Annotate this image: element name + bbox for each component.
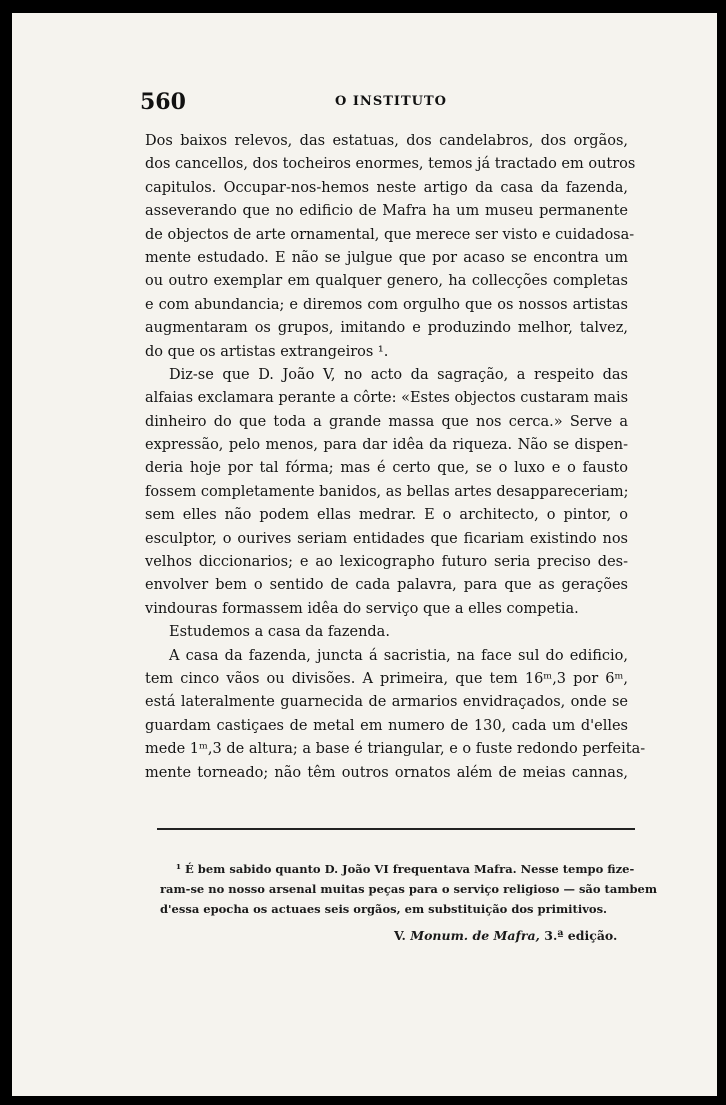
footnote-citation bbox=[394, 928, 617, 943]
text-line: A casa da fazenda, juncta á sacristia, na face sul do edificio, bbox=[169, 647, 628, 664]
text-line: alfaias exclamara perante a côrte: «Estes objectos custaram mais bbox=[145, 390, 629, 407]
text-line: do que os artistas extrangeiros ¹. bbox=[145, 343, 389, 360]
text-line: capitulos. Occupar-nos-hemos neste artigo da casa da fazenda, bbox=[145, 179, 628, 196]
text-line: ou outro exemplar em qualquer genero, ha collecções completas bbox=[145, 273, 628, 290]
footnote-line: ram-se no nosso arsenal muitas peças para o serviço religioso — são tambem bbox=[160, 882, 658, 896]
text-line: velhos diccionarios; e ao lexicographo futuro seria preciso des- bbox=[145, 554, 628, 571]
text-line: guardam castiçaes de metal em numero de 130, cada um d'elles bbox=[145, 717, 628, 734]
text-line: fossem completamente banidos, as bellas artes desappareceriam; bbox=[145, 483, 629, 500]
text-line: envolver bem o sentido de cada palavra, para que as gerações bbox=[145, 577, 628, 594]
book-page bbox=[12, 13, 717, 1096]
page-number: 560 bbox=[140, 89, 186, 115]
footnote-divider bbox=[157, 828, 635, 830]
footnote-line: ¹ É bem sabido quanto D. João VI frequentava Mafra. Nesse tempo fize- bbox=[176, 862, 635, 876]
footnote-line: d'essa epocha os actuaes seis orgãos, em substituição dos primitivos. bbox=[160, 902, 608, 916]
text-line: dos cancellos, dos tocheiros enormes, temos já tractado em outros bbox=[145, 156, 636, 173]
text-line: expressão, pelo menos, para dar idêa da riqueza. Não se dispen- bbox=[145, 437, 628, 454]
text-line: deria hoje por tal fórma; mas é certo que, se o luxo e o fausto bbox=[145, 460, 628, 477]
citation-edition: 3.ª edição. bbox=[544, 928, 618, 943]
body-text bbox=[145, 130, 646, 785]
text-line: mente estudado. E não se julgue que por acaso se encontra um bbox=[145, 249, 628, 266]
text-line: vindouras formassem idêa do serviço que a elles competia. bbox=[145, 600, 579, 617]
text-line: asseverando que no edificio de Mafra ha um museu permanente bbox=[145, 203, 628, 220]
text-line: de objectos de arte ornamental, que merece ser visto e cuidadosa- bbox=[145, 226, 635, 243]
running-title: O INSTITUTO bbox=[335, 94, 447, 109]
text-line: esculptor, o ourives seriam entidades que ficariam existindo nos bbox=[145, 530, 628, 547]
text-line: mede 1ᵐ,3 de altura; a base é triangular, e o fuste redondo perfeita- bbox=[145, 741, 646, 758]
text-line: tem cinco vãos ou divisões. A primeira, que tem 16ᵐ,3 por 6ᵐ, bbox=[145, 670, 628, 687]
citation-work: Monum. de Mafra, bbox=[410, 928, 540, 943]
text-line: sem elles não podem ellas medrar. E o architecto, o pintor, o bbox=[145, 507, 628, 524]
text-line: augmentaram os grupos, imitando e produzindo melhor, talvez, bbox=[145, 320, 628, 337]
text-line: mente torneado; não têm outros ornatos além de meias cannas, bbox=[145, 764, 628, 781]
text-line: Estudemos a casa da fazenda. bbox=[169, 624, 390, 641]
citation-prefix: V. bbox=[394, 928, 406, 943]
text-line: Diz-se que D. João V, no acto da sagração, a respeito das bbox=[169, 366, 628, 383]
footnotes bbox=[160, 859, 658, 919]
page-header bbox=[140, 89, 606, 117]
text-line: dinheiro do que toda a grande massa que nos cerca.» Serve a bbox=[145, 413, 628, 430]
text-line: está lateralmente guarnecida de armarios envidraçados, onde se bbox=[145, 694, 628, 711]
text-line: Dos baixos relevos, das estatuas, dos candelabros, dos orgãos, bbox=[145, 133, 628, 149]
text-line: e com abundancia; e diremos com orgulho que os nossos artistas bbox=[145, 296, 628, 313]
